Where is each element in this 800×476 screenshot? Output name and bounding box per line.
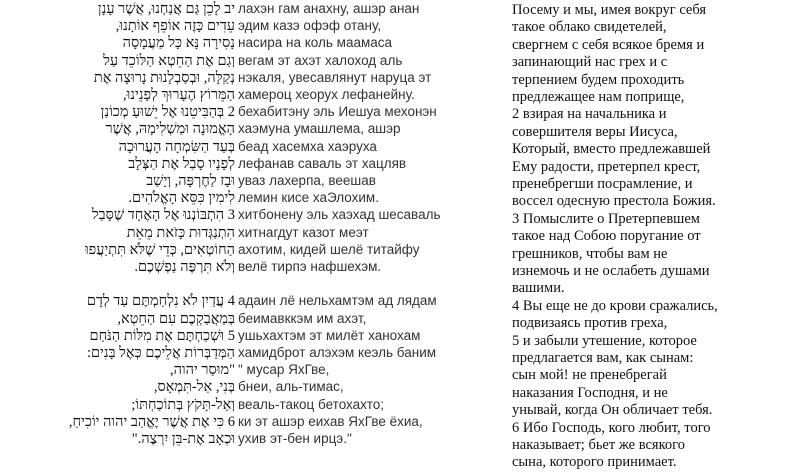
hebrew-line: יב לָכֵן גַּם אֲנַחְנוּ, אֲשֶׁר עָנָן [97, 1, 235, 17]
transliteration-line: велё тирпэ нафшехэм. [238, 259, 382, 274]
russian-line: предлагается вам, как сынам: [512, 350, 694, 366]
hebrew-line: הָאֱמוּנָה וּמַשְׁלִימָהּ, אֲשֶׁר [105, 121, 235, 138]
russian-line: сына, которого принимает. [512, 454, 677, 471]
russian-line: вашими. [512, 280, 565, 297]
hebrew-line: וְאַל-תָּקֹץ בְּתוֹכַחְתּוֹ; [131, 396, 235, 413]
transliteration-line: хитнагдут казот меэт [238, 224, 369, 240]
russian-line: 2 взирая на начальника и [512, 106, 667, 123]
hebrew-line: 2 בְּהַבִּיטֵנוּ אֶל יֵשׁוּעַ מְכוֹנַן [100, 104, 235, 121]
hebrew-line: וְגַם אֶת הַחֵטְא הַלּוֹכֵד עַל [103, 52, 235, 69]
hebrew-line: בְּעַד הַשִּׂמְחָה הָעֲרוּכָה [118, 138, 235, 155]
transliteration-line: беад хасемха хаэруха [238, 138, 377, 154]
transliteration-line: хамидброт алэхэм кеэль баним [238, 345, 437, 360]
russian-line: Посему и мы, имея вокруг себя [512, 2, 707, 18]
russian-line: такое над Собою поругание от [512, 228, 701, 245]
hebrew-line: הַמֵּרוֹץ הֶעָרוּךְ לְפָנֵינוּ, [122, 87, 235, 103]
russian-line: изнемочь и не ослабеть душами [512, 263, 710, 279]
hebrew-line: וּבָז לַחֶרְפָּה, וְיָשַׁב [146, 173, 235, 189]
hebrew-line: בְּמַאֲבַקְכֶם עִם הַחֵטְא, [117, 310, 235, 327]
russian-line: унывай, когда Он обличает тебя. [512, 402, 713, 419]
hebrew-line: 5 וּשְׁכַחְתֶּם אֶת מִלּוֹת הַנֹּחַם [89, 327, 235, 344]
hebrew-line: "מוּסַר יהוה, [169, 362, 235, 379]
hebrew-line: לְפָנָיו סָבַל אֶת הַצְּלָב [128, 155, 235, 172]
russian-line: 3 Помыслите о Претерпевшем [512, 210, 700, 227]
hebrew-line: לִימִין כִּסֵּא הָאֱלֹהִים. [128, 190, 235, 207]
transliteration-line: ахотим, кидей шелё титайфу [238, 241, 420, 257]
russian-line: воссел одесную престола Божия. [512, 193, 716, 210]
russian-line: предлежащее нам поприще, [512, 89, 685, 105]
hebrew-line: וּכְאָב אֶת-בֵּן יִרְצֶה." [131, 431, 235, 447]
russian-line: Ему радости, претерпел крест, [512, 158, 701, 175]
transliteration-line: нэкаля, увесавлянут наруца эт [238, 69, 432, 85]
russian-line: пренебрегши посрамление, и [512, 176, 693, 192]
hebrew-line: 4 עֲדַיִן לֹא נִלְחַמְתֶּם עַד לְדָם [86, 293, 235, 310]
transliteration-line: адаин лё нельхамтэм ад лядам [238, 293, 437, 309]
hebrew-line: וְלֹא תִּרְפֶּה נַפְשְׁכֶם. [134, 259, 235, 275]
russian-line: свергнем с себя всякое бремя и [512, 36, 705, 53]
russian-line: наказывает; бьет же всякого [512, 437, 685, 453]
russian-line: подвизаясь против греха, [512, 315, 668, 332]
hebrew-line: נְקַלָּה, וּבְסַבְלָנוּת נָרוּצָה אֶת [93, 69, 235, 86]
hebrew-line: הַחוֹטְאִים, כְּדֵי שֶׁלֹּא תִּתְיַעֲפוּ [84, 241, 235, 258]
transliteration-line: ушьхахтэм эт милёт ханохам [238, 327, 421, 343]
russian-line: терпением будем проходить [512, 71, 685, 88]
hebrew-line: 6 כִּי אֶת אֲשֶׁר יֶאֱהַב יהוה יוֹכִיחַ, [68, 413, 235, 430]
russian-line: 6 Ибо Господь, кого любит, того [512, 419, 711, 436]
hebrew-line: הִתְנַגְּדוּת כָּזֹאת מֵאֵת [126, 224, 235, 241]
russian-line: Который, вместо предлежавшей [512, 141, 711, 158]
hebrew-line: הַמְּדַבְּרוֹת אֲלֵיכֶם כְּאֶל בָּנִים: [86, 345, 235, 361]
transliteration-line: эдим казэ офэф отану, [238, 18, 382, 34]
russian-line: сын мой! не пренебрегай [512, 367, 667, 384]
transliteration-line: " мусар ЯхГве, [238, 362, 330, 378]
russian-line: наказания Господня, и не [512, 384, 668, 401]
transliteration-line: вегам эт ахэт халоход аль [238, 52, 403, 68]
transliteration-line: насира на коль маамаса [238, 35, 393, 51]
russian-line: запинающий нас грех и с [512, 54, 668, 71]
transliteration-line: уваз лахерпа, веешав [238, 173, 376, 188]
transliteration-line: лемин кисе хаЭлохим. [238, 190, 379, 206]
hebrew-line: 3 הִתְבּוֹנְנוּ אֶל הָאֶחָד שֶׁסָּבַל [91, 207, 235, 224]
russian-line: 4 Вы еще не до крови сражались, [512, 297, 718, 314]
hebrew-line: בְּנִי, אַל-תִּמְאָס, [153, 379, 235, 396]
transliteration-line: хитбонену эль хаэхад шесаваль [238, 207, 441, 223]
russian-line: такое облако свидетелей, [512, 19, 667, 36]
transliteration-line: беимавккэм им ахэт, [238, 310, 367, 326]
transliteration-line: лахэн гам анахну, ашэр анан [238, 1, 420, 16]
russian-line: совершителя веры Иисуса, [512, 123, 678, 140]
russian-line: грешников, чтобы вам не [512, 245, 668, 262]
transliteration-line: лефанав саваль эт хацляв [238, 155, 407, 171]
hebrew-line: נָסִירָה נָּא כָּל מַעֲמָסָה [122, 35, 235, 52]
transliteration-line: ухив эт-бен ирцэ." [238, 431, 352, 446]
transliteration-line: веаль-такоц бетохахто; [238, 396, 385, 412]
transliteration-line: ки эт ашэр еихав ЯхГве ёхиа, [238, 413, 423, 429]
transliteration-line: бехабитэну эль Иешуа мехонэн [238, 104, 437, 120]
transliteration-line: хамероц хеорух лефанейну. [238, 87, 415, 102]
hebrew-line: עֵדִים כָּזֶה אוֹפֵף אוֹתָנוּ, [115, 18, 235, 35]
transliteration-line: бнеи, аль-тимас, [238, 379, 344, 395]
transliteration-line: хаэмуна умашлема, ашэр [238, 121, 401, 137]
russian-line: 5 и забыли утешение, которое [512, 332, 697, 349]
